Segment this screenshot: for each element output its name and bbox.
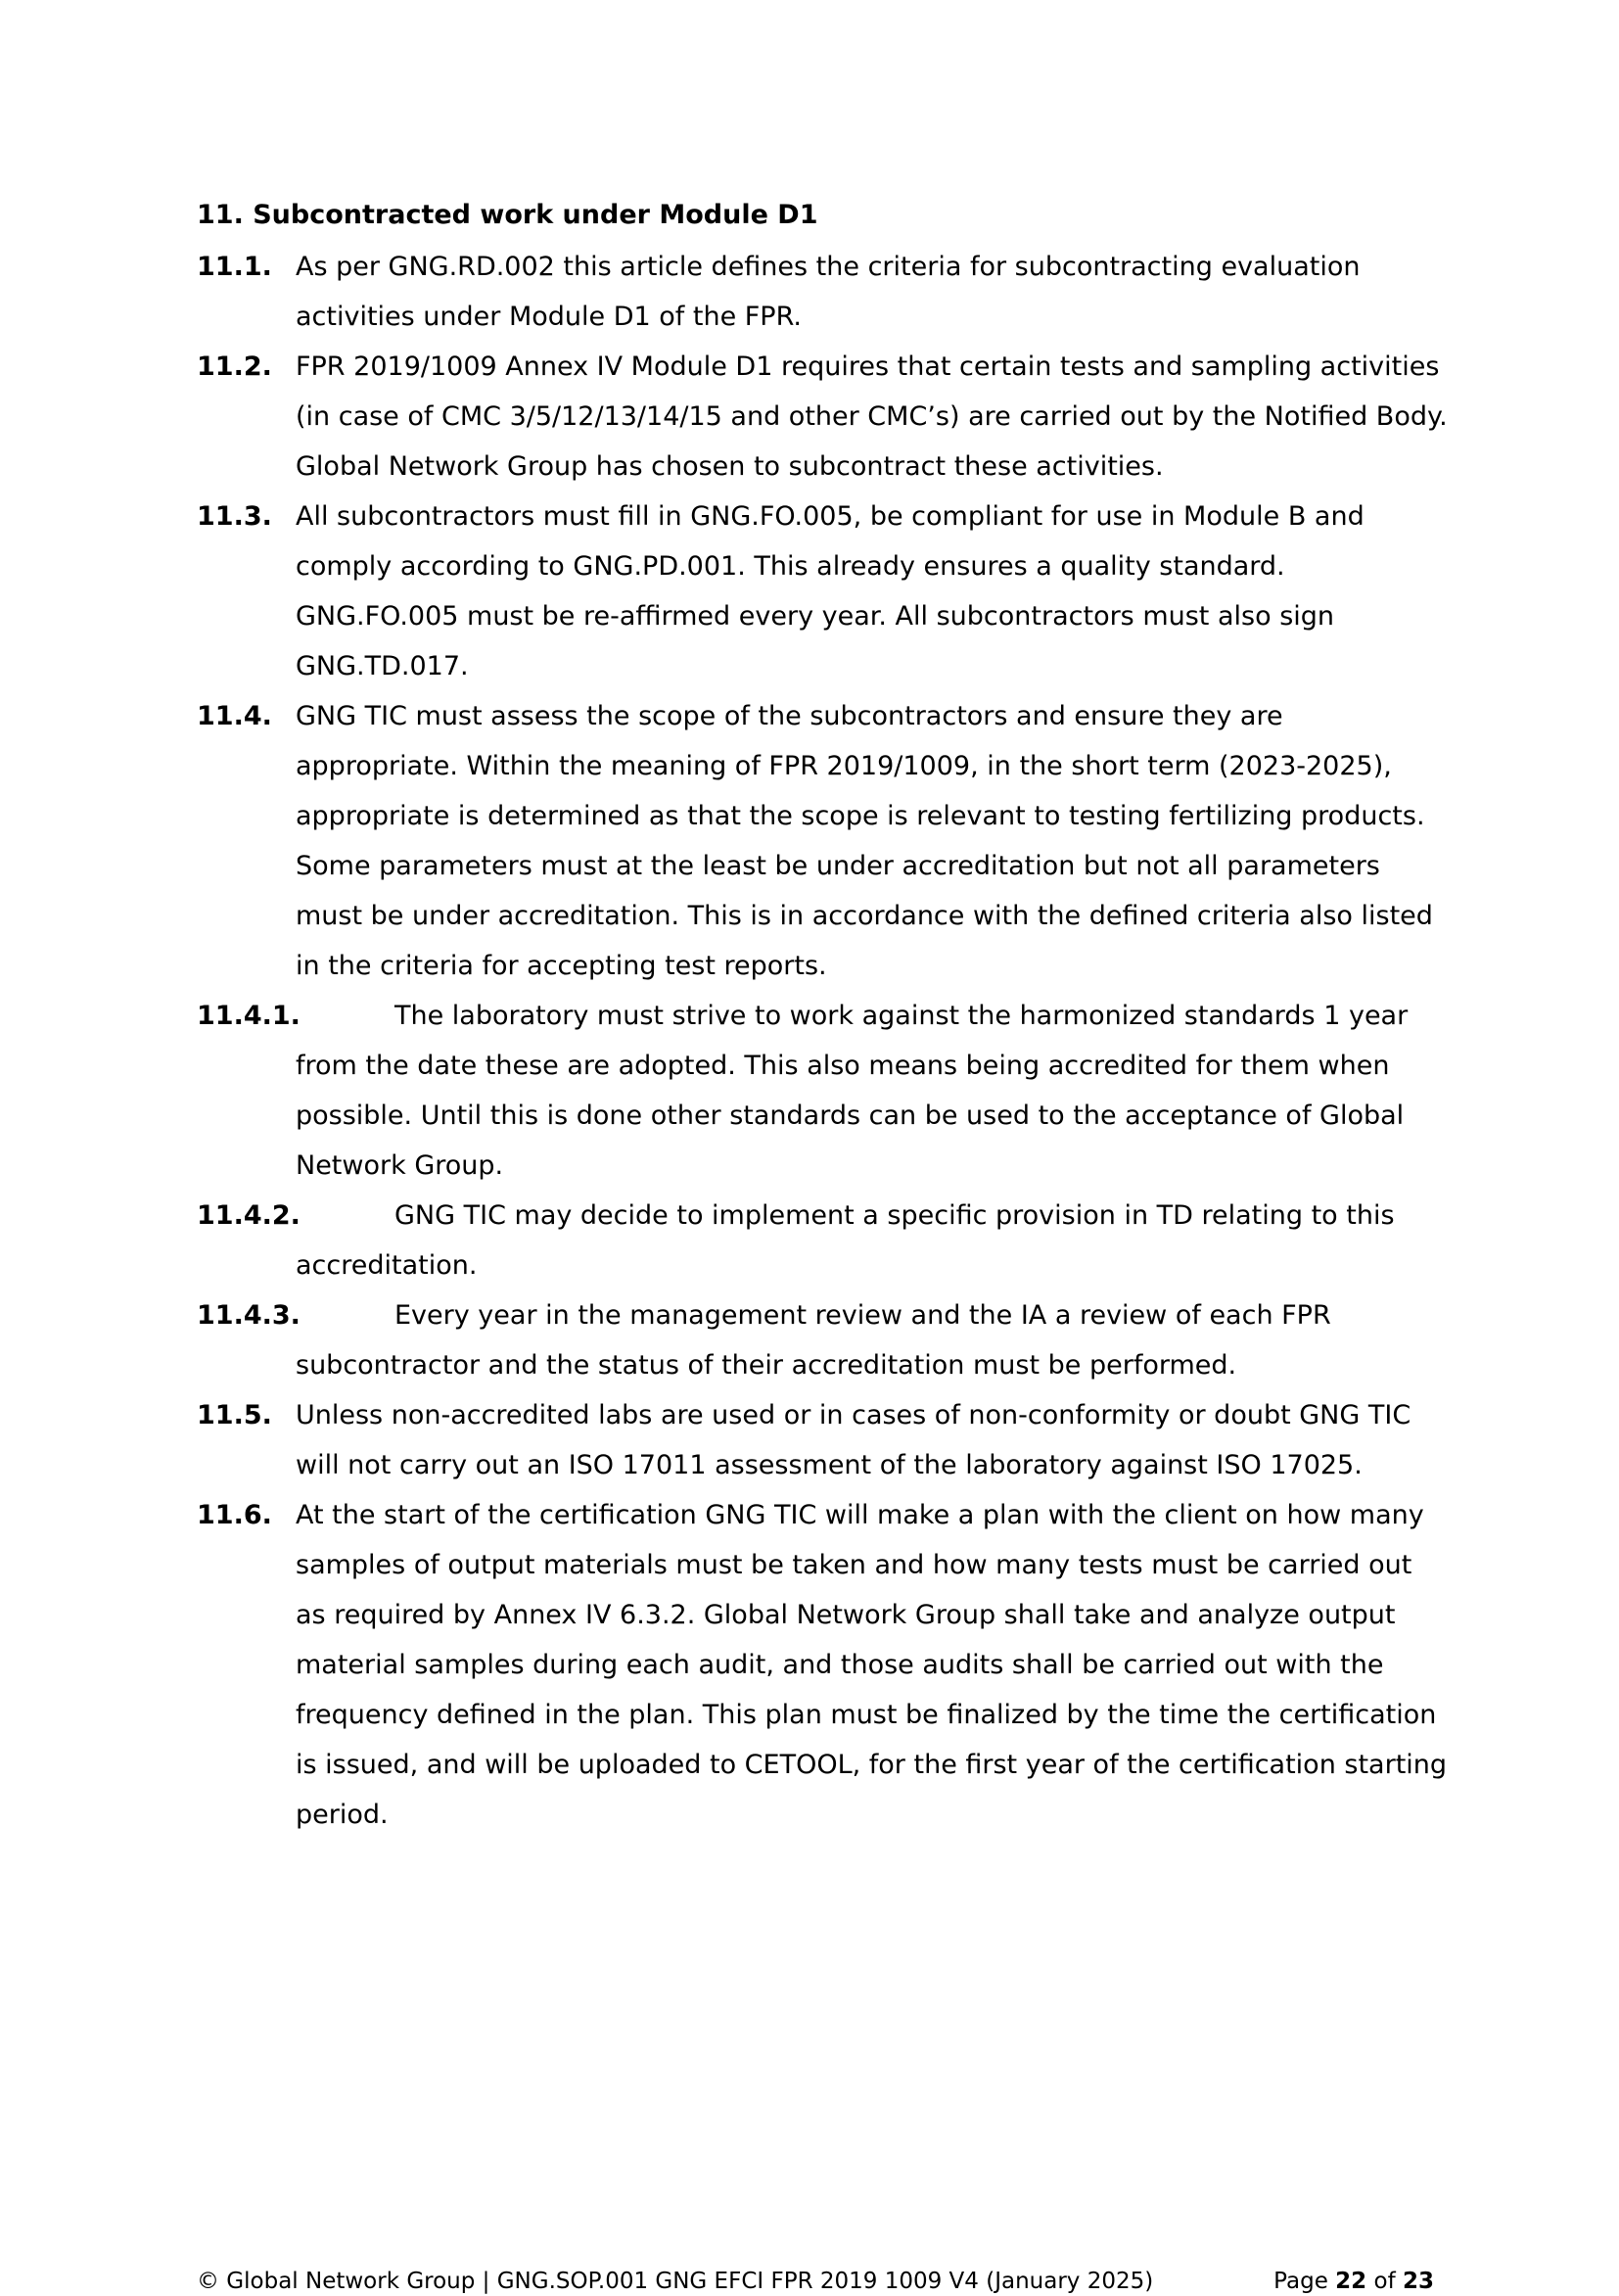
clause-11-4 xyxy=(197,691,1450,991)
clause-11-5 xyxy=(197,1390,1450,1490)
document-body xyxy=(197,195,1450,1840)
clause-number: 11.4.1. xyxy=(197,1001,301,1031)
footer-copyright: © Global Network Group | GNG.SOP.001 GNG EFCI FPR 2019 1009 V4 (January 2025) xyxy=(197,2269,1154,2294)
clause-number: 11.2. xyxy=(197,351,272,382)
clause-text: At the start of the certification GNG TIC will make a plan with the client on how many samples of output materials must be taken and how many tests must be carried out as required by Annex IV 6.3.2. Global Network Group shall take and analyze output material samples during each audit, and those audits shall be carried out with the frequency defined in the plan. This plan must be finalized by the time the certification is issued, and will be uploaded to CETOOL, for the first year of the certification starting period. xyxy=(296,1500,1448,1830)
section-heading: 11. Subcontracted work under Module D1 xyxy=(197,200,818,230)
clause-11-2 xyxy=(197,342,1450,492)
clause-number: 11.4.3. xyxy=(197,1300,301,1331)
clause-text: Unless non-accredited labs are used or in cases of non-conformity or doubt GNG TIC will not carry out an ISO 17011 assessment of the laboratory against ISO 17025. xyxy=(296,1400,1411,1480)
page-label: Page xyxy=(1273,2269,1328,2294)
clause-11-6 xyxy=(197,1490,1450,1840)
clause-text: The laboratory must strive to work against the harmonized standards 1 year from the date these are adopted. This also means being accredited for them when possible. Until this is done other standards can be used to the acceptance of Global Network Group. xyxy=(296,1001,1409,1181)
clause-text: As per GNG.RD.002 this article defines the criteria for subcontracting evaluation activities under Module D1 of the FPR. xyxy=(296,252,1361,332)
clause-11-3 xyxy=(197,492,1450,691)
clause-number: 11.3. xyxy=(197,501,272,532)
clause-number: 11.6. xyxy=(197,1500,272,1530)
clause-number: 11.1. xyxy=(197,252,272,282)
page-total: 23 xyxy=(1402,2269,1434,2294)
clause-text: FPR 2019/1009 Annex IV Module D1 requires that certain tests and sampling activities (in case of CMC 3/5/12/13/14/15 and other CMC’s) are carried out by the Notified Body. Global Network Group has chosen to subcontract these activities. xyxy=(296,351,1448,482)
clause-11-4-3 xyxy=(197,1290,1450,1390)
clause-text: GNG TIC may decide to implement a specific provision in TD relating to this accreditation. xyxy=(296,1200,1395,1281)
clause-text: All subcontractors must fill in GNG.FO.005, be compliant for use in Module B and comply according to GNG.PD.001. This already ensures a quality standard. GNG.FO.005 must be re-affirmed every year. All subcontractors must also sign GNG.TD.017. xyxy=(296,501,1365,681)
clause-11-4-2 xyxy=(197,1191,1450,1290)
clause-11-1 xyxy=(197,242,1450,342)
clause-number: 11.4.2. xyxy=(197,1200,301,1231)
clause-number: 11.5. xyxy=(197,1400,272,1430)
clause-text: GNG TIC must assess the scope of the subcontractors and ensure they are appropriate. Within the meaning of FPR 2019/1009, in the short term (2023-2025), appropriate is determined as that the scope is relevant to testing fertilizing products. Some parameters must at the least be under accreditation but not all parameters must be under accreditation. This is in accordance with the defined criteria also listed in the criteria for accepting test reports. xyxy=(296,701,1433,981)
page-of-label: of xyxy=(1373,2269,1396,2294)
clause-text: Every year in the management review and the IA a review of each FPR subcontractor and the status of their accreditation must be performed. xyxy=(296,1300,1331,1381)
page-number xyxy=(1273,2267,1434,2296)
clause-11-4-1 xyxy=(197,991,1450,1191)
clause-number: 11.4. xyxy=(197,701,272,731)
page-current: 22 xyxy=(1335,2269,1367,2294)
